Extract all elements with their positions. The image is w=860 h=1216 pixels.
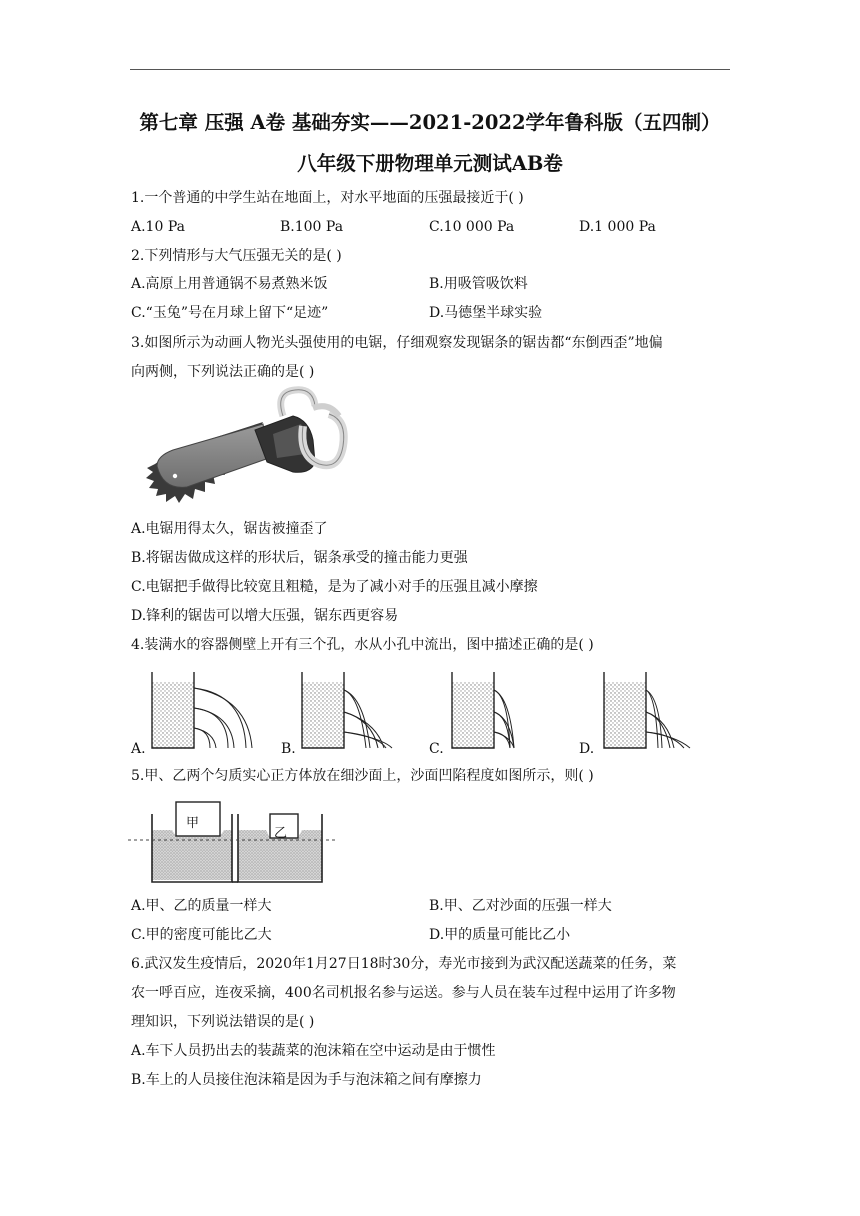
q5-option-c: C.甲的密度可能比乙大 <box>131 927 272 943</box>
q1-option-d: D.1 000 Pa <box>579 219 656 235</box>
q2-option-c: C.“玉兔”号在月球上留下“足迹” <box>131 305 329 321</box>
container-b <box>302 672 392 748</box>
sand-cubes-figure <box>128 798 338 888</box>
q6-stem-line3: 理知识，下列说法错误的是( ) <box>131 1014 315 1030</box>
q2-option-b: B.用吸管吸饮料 <box>429 276 528 292</box>
cube-yi-label: 乙 <box>274 826 288 841</box>
q3-option-b: B.将锯齿做成这样的形状后，锯条承受的撞击能力更强 <box>131 550 468 566</box>
container-a <box>152 672 252 748</box>
q1-stem: 1.一个普通的中学生站在地面上，对水平地面的压强最接近于( ) <box>131 190 524 206</box>
q3-option-a: A.电锯用得太久，锯齿被撞歪了 <box>131 521 328 537</box>
q6-stem-line2: 农一呼百应，连夜采摘，400名司机报名参与运送。参与人员在装车过程中运用了许多物 <box>131 985 676 1001</box>
page-title: 第七章 压强 A卷 基础夯实——2021-2022学年鲁科版（五四制） <box>139 111 721 134</box>
q2-option-d: D.马德堡半球实验 <box>429 305 543 321</box>
q4-option-a: A. <box>131 741 146 757</box>
page-subtitle: 八年级下册物理单元测试AB卷 <box>297 152 563 175</box>
q4-option-b: B. <box>281 741 296 757</box>
q1-option-a: A.10 Pa <box>131 219 185 235</box>
chainsaw-figure <box>143 386 353 511</box>
q6-stem-line1: 6.武汉发生疫情后，2020年1月27日18时30分，寿光市接到为武汉配送蔬菜的任务，菜 <box>131 956 677 972</box>
q5-option-d: D.甲的质量可能比乙小 <box>429 927 571 943</box>
cube-jia-label: 甲 <box>186 816 200 831</box>
q5-option-b: B.甲、乙对沙面的压强一样大 <box>429 898 612 914</box>
q2-stem: 2.下列情形与大气压强无关的是( ) <box>131 248 342 264</box>
q4-option-c: C. <box>429 741 444 757</box>
q4-stem: 4.装满水的容器侧壁上开有三个孔，水从小孔中流出，图中描述正确的是( ) <box>131 637 594 653</box>
q3-option-c: C.电锯把手做得比较宽且粗糙，是为了减小对手的压强且减小摩擦 <box>131 579 538 595</box>
q6-option-a: A.车下人员扔出去的装蔬菜的泡沫箱在空中运动是由于惯性 <box>131 1043 496 1059</box>
q4-option-d: D. <box>579 741 595 757</box>
q5-option-a: A.甲、乙的质量一样大 <box>131 898 272 914</box>
q6-option-b: B.车上的人员接住泡沫箱是因为手与泡沫箱之间有摩擦力 <box>131 1072 482 1088</box>
q2-option-a: A.高原上用普通锅不易煮熟米饭 <box>131 276 328 292</box>
container-d <box>604 672 690 748</box>
header-rule <box>130 69 730 70</box>
q1-option-c: C.10 000 Pa <box>429 219 515 235</box>
q3-stem-line1: 3.如图所示为动画人物光头强使用的电锯，仔细观察发现锯条的锯齿都“东倒西歪”地偏 <box>131 335 663 351</box>
q1-option-b: B.100 Pa <box>280 219 344 235</box>
q3-option-d: D.锋利的锯齿可以增大压强，锯东西更容易 <box>131 608 399 624</box>
q3-stem-line2: 向两侧，下列说法正确的是( ) <box>131 364 315 380</box>
container-c <box>452 672 514 748</box>
q5-stem: 5.甲、乙两个匀质实心正方体放在细沙面上，沙面凹陷程度如图所示，则( ) <box>131 768 594 784</box>
